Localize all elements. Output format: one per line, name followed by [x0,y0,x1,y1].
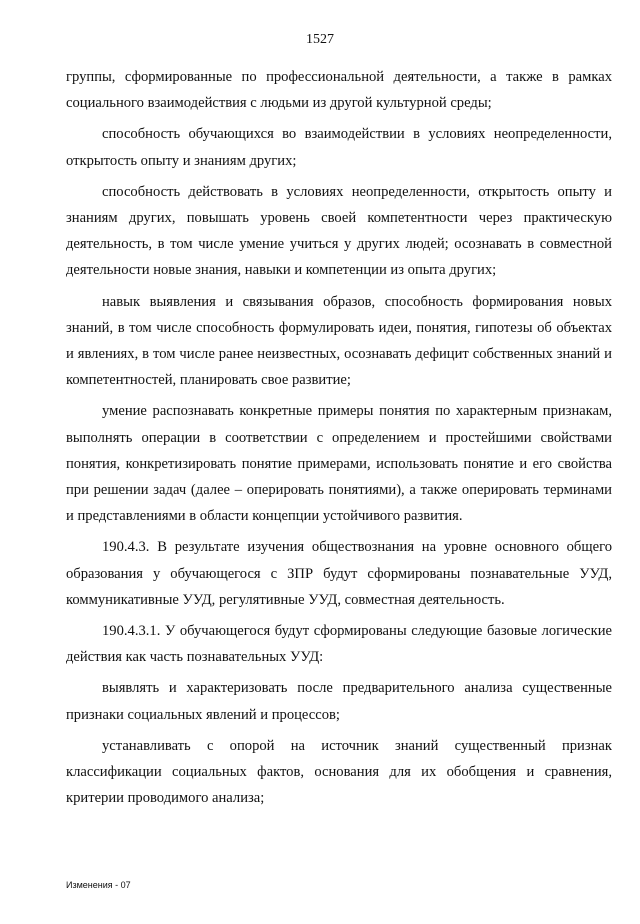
page-number: 1527 [306,32,334,47]
paragraph: навык выявления и связывания образов, способность формирования новых знаний, в том числе способность формулировать идеи, понятия, гипотезы об объектах и явлениях, в том числе ранее неизвестных, осознавать дефицит собственных знаний и компетентностей, планировать свое развитие; [66,293,612,389]
paragraph: способность действовать в условиях неопределенности, открытость опыту и знаниям других, повышать уровень своей компетентности через практическую деятельность, в том числе умение учиться у других людей; осознавать в совместной деятельности новые знания, навыки и компетенции из опыта других; [66,183,612,279]
paragraph: умение распознавать конкретные примеры понятия по характерным признакам, выполнять операции в соответствии с определением и простейшими свойствами понятия, конкретизировать понятие примерами, использовать понятие и его свойства при решении задач (далее – оперировать понятиями), а также оперировать терминами и представлениями в области концепции устойчивого развития. [66,403,612,525]
paragraph: 190.4.3. В результате изучения обществознания на уровне основного общего образования у обучающегося с ЗПР будут сформированы познавательные УУД, коммуникативные УУД, регулятивные УУД, совместная деятельность. [66,539,612,608]
paragraph: выявлять и характеризовать после предварительного анализа существенные признаки социальных явлений и процессов; [66,680,612,723]
paragraph: устанавливать с опорой на источник знаний существенный признак классификации социальных фактов, основания для их обобщения и сравнения, критерии проводимого анализа; [66,737,612,807]
paragraph: 190.4.3.1. У обучающегося будут сформированы следующие базовые логические действия как часть познавательных УУД: [66,623,612,666]
document-body [66,64,612,816]
paragraph: группы, сформированные по профессиональной деятельности, а также в рамках социального взаимодействия с людьми из другой культурной среды; [66,69,612,112]
footer-note: Изменения - 07 [66,880,131,890]
paragraph: способность обучающихся во взаимодействии в условиях неопределенности, открытость опыту и знаниям других; [66,126,612,169]
